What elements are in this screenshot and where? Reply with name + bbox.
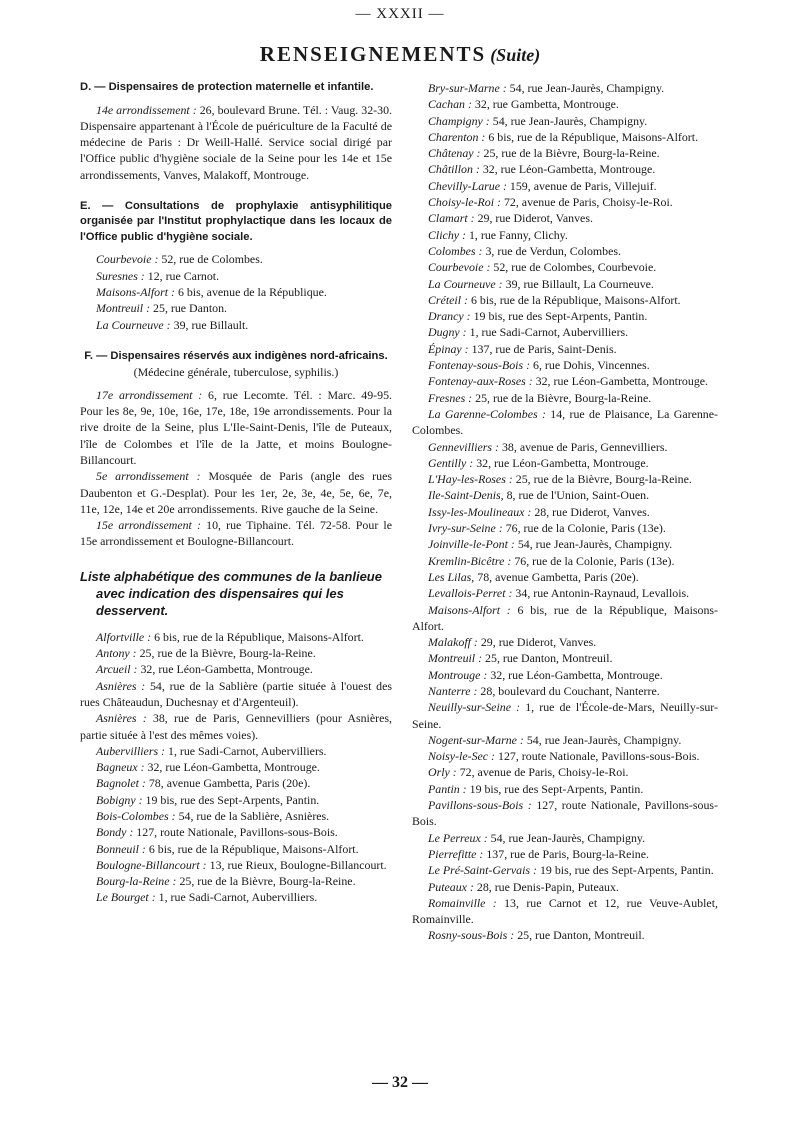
entry-address: 25, rue de la Bièvre, Bourg-la-Reine. (475, 390, 652, 405)
entry-address: 137, rue de Paris, Saint-Denis. (471, 341, 617, 356)
commune-name: Châtillon : (428, 162, 480, 177)
entry-address: 1, rue Fanny, Clichy. (468, 227, 568, 242)
list-item (412, 259, 718, 275)
commune-name: 15e arrondissement : (96, 518, 201, 533)
commune-name: Charenton : (428, 129, 486, 144)
entry-address: 1, rue de l'École-de-Mars, Neuilly-sur-Seine. (412, 700, 718, 731)
entry-address: 25, rue de la Bièvre, Bourg-la-Reine. (483, 146, 660, 161)
entry-address: 39, rue Billault. (173, 317, 249, 332)
commune-name: Fresnes : (428, 390, 473, 405)
commune-name: Antony : (96, 646, 137, 661)
commune-name: Levallois-Perret : (428, 586, 513, 601)
section-e-heading: E. — Consultations de prophylaxie antisyphilitique organisée par l'Institut prophylactique dans les locaux de l'Office public d'hygiène sociale. (80, 199, 392, 243)
entry-address: 6 bis, rue de la République, Maisons-Alfort. (412, 602, 718, 633)
commune-name: Nogent-sur-Marne : (428, 732, 524, 747)
list-item (412, 699, 718, 732)
commune-name: Clamart : (428, 211, 475, 226)
list-item (80, 284, 392, 300)
entry-address: 34, rue Antonin-Raynaud, Levallois. (515, 586, 690, 601)
left-column (80, 80, 392, 906)
entry-address: 28, boulevard du Couchant, Nanterre. (480, 683, 660, 698)
list-item (412, 846, 718, 862)
commune-name: Bourg-la-Reine : (96, 874, 177, 889)
entry-address: 1, rue Sadi-Carnot, Aubervilliers. (469, 325, 629, 340)
entry-address: 38, avenue de Paris, Gennevilliers. (501, 439, 668, 454)
list-item (80, 873, 392, 889)
list-item (412, 308, 718, 324)
list-item (412, 406, 718, 439)
list-item (412, 667, 718, 683)
entry-address: 6 bis, rue de la République, Maisons-Alfort. (488, 129, 699, 144)
entry-address: 29, rue Diderot, Vanves. (480, 635, 597, 650)
section-d-body: 26, boulevard Brune. Tél. : Vaug. 32-30. Dispensaire appartenant à l'École de puériculture de la Faculté de médecine de Paris : Dr Weill-Hallé. Service social dirigé par l'Office public d'hygiène sociale de la Seine pour les 14e et 15e arrondissements, Vanves, Malakoff, Montrouge. (80, 102, 392, 182)
commune-name: Clichy : (428, 227, 466, 242)
entry-address: 54, rue de la Sablière (partie située à l'ouest des rues Châteaudun, Duchesnay et d'Argenteuil). (80, 678, 392, 709)
entry-address: 54, rue Jean-Jaurès, Champigny. (509, 81, 665, 95)
entry-address: 38, rue de Paris, Gennevilliers (pour Asnières, partie située à l'est des mêmes voies). (80, 711, 392, 742)
commune-name: Nanterre : (428, 683, 478, 698)
list-item (412, 178, 718, 194)
commune-name: Cachan : (428, 97, 472, 112)
entry-address: 54, rue Jean-Jaurès, Champigny. (517, 537, 673, 552)
commune-name: Orly : (428, 765, 457, 780)
entry-address: 76, rue de la Colonie, Paris (13e). (505, 521, 666, 536)
commune-name: La Courneuve : (428, 276, 503, 291)
list-item (80, 268, 392, 284)
list-item (80, 468, 392, 517)
entry-address: 1, rue Sadi-Carnot, Aubervilliers. (168, 743, 327, 758)
commune-name: Choisy-le-Roi : (428, 195, 501, 210)
entry-address: 127, route Nationale, Pavillons-sous-Bois. (136, 825, 338, 840)
list-item (80, 678, 392, 711)
list-item (412, 455, 718, 471)
commune-name: Bry-sur-Marne : (428, 81, 507, 95)
entry-address: 127, route Nationale, Pavillons-sous-Bois. (498, 749, 700, 764)
commune-name: Bonneuil : (96, 841, 146, 856)
list-item (80, 889, 392, 905)
commune-name: 5e arrondissement : (96, 469, 201, 484)
commune-name: Le Perreux : (428, 830, 488, 845)
list-item (412, 373, 718, 389)
entry-address: 54, rue de la Sablière, Asnières. (178, 809, 330, 823)
commune-name: Courbevoie : (428, 260, 491, 275)
list-item (412, 210, 718, 226)
list-item (80, 857, 392, 873)
list-item (412, 145, 718, 161)
commune-name: Arcueil : (96, 662, 138, 677)
entry-address: 159, avenue de Paris, Villejuif. (509, 178, 657, 193)
commune-name: Asnières : (96, 711, 147, 726)
list-item (412, 129, 718, 145)
section-d-name: 14e arrondissement : (96, 102, 197, 117)
section-d-heading: D. — Dispensaires de protection maternelle et infantile. (80, 81, 374, 93)
entry-address: 32, rue Léon-Gambetta, Montrouge. (476, 455, 649, 470)
entry-address: 52, rue de Colombes. (161, 252, 263, 267)
entry-address: 78, avenue Gambetta, Paris (20e). (477, 569, 639, 584)
entry-address: 76, rue de la Colonie, Paris (13e). (514, 553, 675, 568)
entry-address: 8, rue de l'Union, Saint-Ouen. (506, 488, 650, 503)
list-item (412, 536, 718, 552)
commune-name: Gennevilliers : (428, 439, 499, 454)
title-main: RENSEIGNEMENTS (259, 42, 487, 66)
list-item (412, 194, 718, 210)
list-item (412, 96, 718, 112)
commune-name: La Garenne-Colombes : (428, 406, 546, 421)
list-item (412, 520, 718, 536)
commune-name: Suresnes : (96, 268, 145, 283)
entry-address: 32, rue Léon-Gambetta, Montrouge. (535, 374, 709, 389)
communes-list-right (412, 80, 718, 944)
entry-address: 54, rue Jean-Jaurès, Champigny. (492, 113, 648, 128)
section-e-list (80, 251, 392, 332)
list-item (80, 251, 392, 267)
entry-address: Mosquée de Paris (angle des rues Daubenton et G.-Desplat). Pour les 1er, 2e, 3e, 4e, 5e, 6e, 7e, 11e, 12e, 14e et 20e arrondissements. Rive gauche de la Seine. (80, 469, 392, 516)
entry-address: 6 bis, rue de la République, Maisons-Alfort. (148, 841, 359, 856)
list-item (412, 830, 718, 846)
list-item (412, 471, 718, 487)
list-item (80, 841, 392, 857)
list-item (412, 324, 718, 340)
entry-address: 13, rue Rieux, Boulogne-Billancourt. (209, 857, 387, 872)
list-item (412, 748, 718, 764)
page-title (0, 42, 800, 67)
entry-address: 6, rue Dohis, Vincennes. (533, 358, 650, 373)
entry-address: 19 bis, rue des Sept-Arpents, Pantin. (473, 309, 648, 324)
commune-name: Épinay : (428, 341, 469, 356)
list-item (412, 504, 718, 520)
list-item (80, 661, 392, 677)
entry-address: 28, rue Diderot, Vanves. (534, 504, 650, 519)
list-item (412, 895, 718, 928)
list-item (412, 732, 718, 748)
commune-name: Neuilly-sur-Seine : (428, 700, 521, 715)
list-item (80, 387, 392, 468)
entry-address: 25, rue Danton, Montreuil. (485, 651, 613, 666)
commune-name: Pierrefitte : (428, 846, 484, 861)
commune-name: Ivry-sur-Seine : (428, 521, 503, 536)
commune-name: Colombes : (428, 243, 483, 258)
entry-address: 32, rue Léon-Gambetta, Montrouge. (140, 662, 313, 677)
page-number: — 32 — (372, 1074, 428, 1091)
list-item (80, 517, 392, 550)
list-item (80, 300, 392, 316)
entry-address: 32, rue Léon-Gambetta, Montrouge. (482, 162, 656, 177)
entry-address: 25, rue de la Bièvre, Bourg-la-Reine. (515, 472, 692, 487)
commune-name: Montrouge : (428, 667, 488, 682)
list-item (412, 650, 718, 666)
commune-name: Drancy : (428, 309, 471, 324)
commune-name: Maisons-Alfort : (428, 602, 511, 617)
entry-address: 72, avenue de Paris, Choisy-le-Roi. (503, 195, 673, 210)
commune-name: Bobigny : (96, 792, 143, 807)
entry-address: 32, rue Gambetta, Montrouge. (474, 97, 619, 112)
commune-name: Le Pré-Saint-Gervais : (428, 863, 537, 878)
list-item (412, 243, 718, 259)
commune-name: Joinville-le-Pont : (428, 537, 515, 552)
entry-address: 25, rue de la Bièvre, Bourg-la-Reine. (139, 646, 316, 661)
entry-address: 29, rue Diderot, Vanves. (477, 211, 593, 226)
commune-name: Montreuil : (428, 651, 483, 666)
commune-name: Bagnolet : (96, 776, 146, 791)
commune-name: Pavillons-sous-Bois : (428, 798, 532, 813)
entry-address: 3, rue de Verdun, Colombes. (485, 243, 621, 258)
entry-address: 32, rue Léon-Gambetta, Montrouge. (490, 667, 663, 682)
entry-address: 19 bis, rue des Sept-Arpents, Pantin. (539, 863, 714, 878)
commune-name: Rosny-sous-Bois : (428, 928, 515, 943)
commune-name: Bois-Colombes : (96, 809, 176, 823)
title-suite: (Suite) (490, 45, 541, 65)
commune-name: 17e arrondissement : (96, 387, 203, 402)
list-item (80, 775, 392, 791)
list-item (412, 227, 718, 243)
right-column (412, 80, 718, 944)
list-item (80, 710, 392, 743)
list-item (412, 862, 718, 878)
commune-name: Romainville : (428, 895, 497, 910)
list-item (412, 781, 718, 797)
entry-address: 39, rue Billault, La Courneuve. (505, 276, 654, 291)
list-item (80, 743, 392, 759)
commune-name: Pantin : (428, 781, 467, 796)
list-item (412, 357, 718, 373)
communes-list-left (80, 629, 392, 906)
commune-name: Maisons-Alfort : (96, 285, 175, 300)
commune-name: Créteil : (428, 292, 468, 307)
entry-address: 25, rue de la Bièvre, Bourg-la-Reine. (179, 874, 356, 889)
communes-list-title: Liste alphabétique des communes de la banlieue avec indication des dispensaires qui les desservent. (80, 568, 382, 618)
entry-address: 6 bis, rue de la République, Maisons-Alfort. (154, 629, 364, 644)
entry-address: 6 bis, rue de la République, Maisons-Alfort. (470, 292, 681, 307)
entry-address: 12, rue Carnot. (147, 268, 220, 283)
commune-name: Noisy-le-Sec : (428, 749, 496, 764)
folio: — XXXII — (355, 6, 445, 22)
entry-address: 54, rue Jean-Jaurès, Champigny. (526, 732, 682, 747)
entry-address: 137, rue de Paris, Bourg-la-Reine. (486, 846, 649, 861)
section-d-text (80, 102, 392, 183)
list-item (412, 276, 718, 292)
commune-name: L'Hay-les-Roses : (428, 472, 513, 487)
entry-address: 78, avenue Gambetta, Paris (20e). (148, 776, 311, 791)
commune-name: Bagneux : (96, 760, 145, 775)
list-item (412, 602, 718, 635)
section-f-heading: F. — Dispensaires réservés aux indigènes nord-africains. (84, 349, 388, 362)
list-item (80, 629, 392, 645)
list-item (80, 759, 392, 775)
commune-name: Chevilly-Larue : (428, 178, 507, 193)
entry-address: 32, rue Léon-Gambetta, Montrouge. (147, 760, 320, 775)
commune-name: Champigny : (428, 113, 490, 128)
entry-address: 25, rue Danton. (153, 301, 228, 316)
list-item (80, 808, 392, 824)
commune-name: Montreuil : (96, 301, 151, 316)
entry-address: 10, rue Tiphaine. Tél. 72-58. Pour le 15e arrondissement et Boulogne-Billancourt. (80, 518, 392, 549)
entry-address: 19 bis, rue des Sept-Arpents, Pantin. (469, 781, 644, 796)
entry-address: 6, rue Lecomte. Tél. : Marc. 49-95. Pour les 8e, 9e, 10e, 16e, 17e, 18e, 19e arrondissements. Pour la rive droite de la Seine, plus L'Ile-Saint-Denis, l'île de Puteaux, l'île de Colombes et l'île de la Jatte, et moins Boulogne-Billancourt. (80, 387, 392, 467)
list-item (80, 645, 392, 661)
commune-name: Châtenay : (428, 146, 481, 161)
entry-address: 13, rue Carnot et 12, rue Veuve-Aublet, Romainville. (412, 895, 718, 927)
commune-name: Aubervilliers : (96, 743, 166, 758)
entry-address: 72, avenue de Paris, Choisy-le-Roi. (459, 765, 629, 780)
commune-name: Fontenay-aux-Roses : (428, 374, 533, 389)
list-item (412, 341, 718, 357)
commune-name: Bondy : (96, 825, 134, 840)
entry-address: 14, rue de Plaisance, La Garenne-Colombes. (412, 406, 718, 438)
entry-address: 19 bis, rue des Sept-Arpents, Pantin. (145, 792, 320, 807)
commune-name: Le Bourget : (96, 890, 156, 905)
commune-name: Alfortville : (96, 629, 152, 644)
list-item (80, 792, 392, 808)
commune-name: Kremlin-Bicêtre : (428, 553, 512, 568)
list-item (412, 553, 718, 569)
entry-address: 25, rue Danton, Montreuil. (517, 928, 645, 943)
commune-name: Issy-les-Moulineaux : (428, 504, 532, 519)
list-item (412, 879, 718, 895)
list-item (412, 634, 718, 650)
section-f-subheading: (Médecine générale, tuberculose, syphilis.) (133, 365, 339, 380)
commune-name: Puteaux : (428, 879, 474, 894)
entry-address: 127, route Nationale, Pavillons-sous-Bois. (412, 798, 719, 829)
commune-name: Fontenay-sous-Bois : (428, 358, 531, 373)
list-item (412, 390, 718, 406)
list-item (412, 797, 718, 830)
commune-name: Les Lilas, (428, 569, 475, 584)
list-item (412, 569, 718, 585)
commune-name: Boulogne-Billancourt : (96, 857, 207, 872)
list-item (412, 585, 718, 601)
entry-address: 6 bis, avenue de la République. (177, 285, 327, 300)
list-item (412, 764, 718, 780)
list-item (80, 824, 392, 840)
list-item (412, 80, 718, 96)
entry-address: 52, rue de Colombes, Courbevoie. (493, 260, 657, 275)
list-item (80, 317, 392, 333)
entry-address: 1, rue Sadi-Carnot, Aubervilliers. (158, 890, 318, 905)
list-item (412, 113, 718, 129)
list-item (412, 927, 718, 943)
commune-name: Gentilly : (428, 455, 474, 470)
section-f-list (80, 387, 392, 550)
entry-address: 28, rue Denis-Papin, Puteaux. (476, 879, 619, 894)
list-item (412, 683, 718, 699)
list-item (412, 161, 718, 177)
commune-name: Courbevoie : (96, 252, 159, 267)
commune-name: La Courneuve : (96, 317, 171, 332)
commune-name: Dugny : (428, 325, 467, 340)
commune-name: Asnières : (96, 678, 146, 693)
list-item (412, 439, 718, 455)
commune-name: Malakoff : (428, 635, 478, 650)
entry-address: 54, rue Jean-Jaurès, Champigny. (490, 830, 646, 845)
list-item (412, 487, 718, 503)
list-item (412, 292, 718, 308)
commune-name: Ile-Saint-Denis, (428, 488, 504, 503)
